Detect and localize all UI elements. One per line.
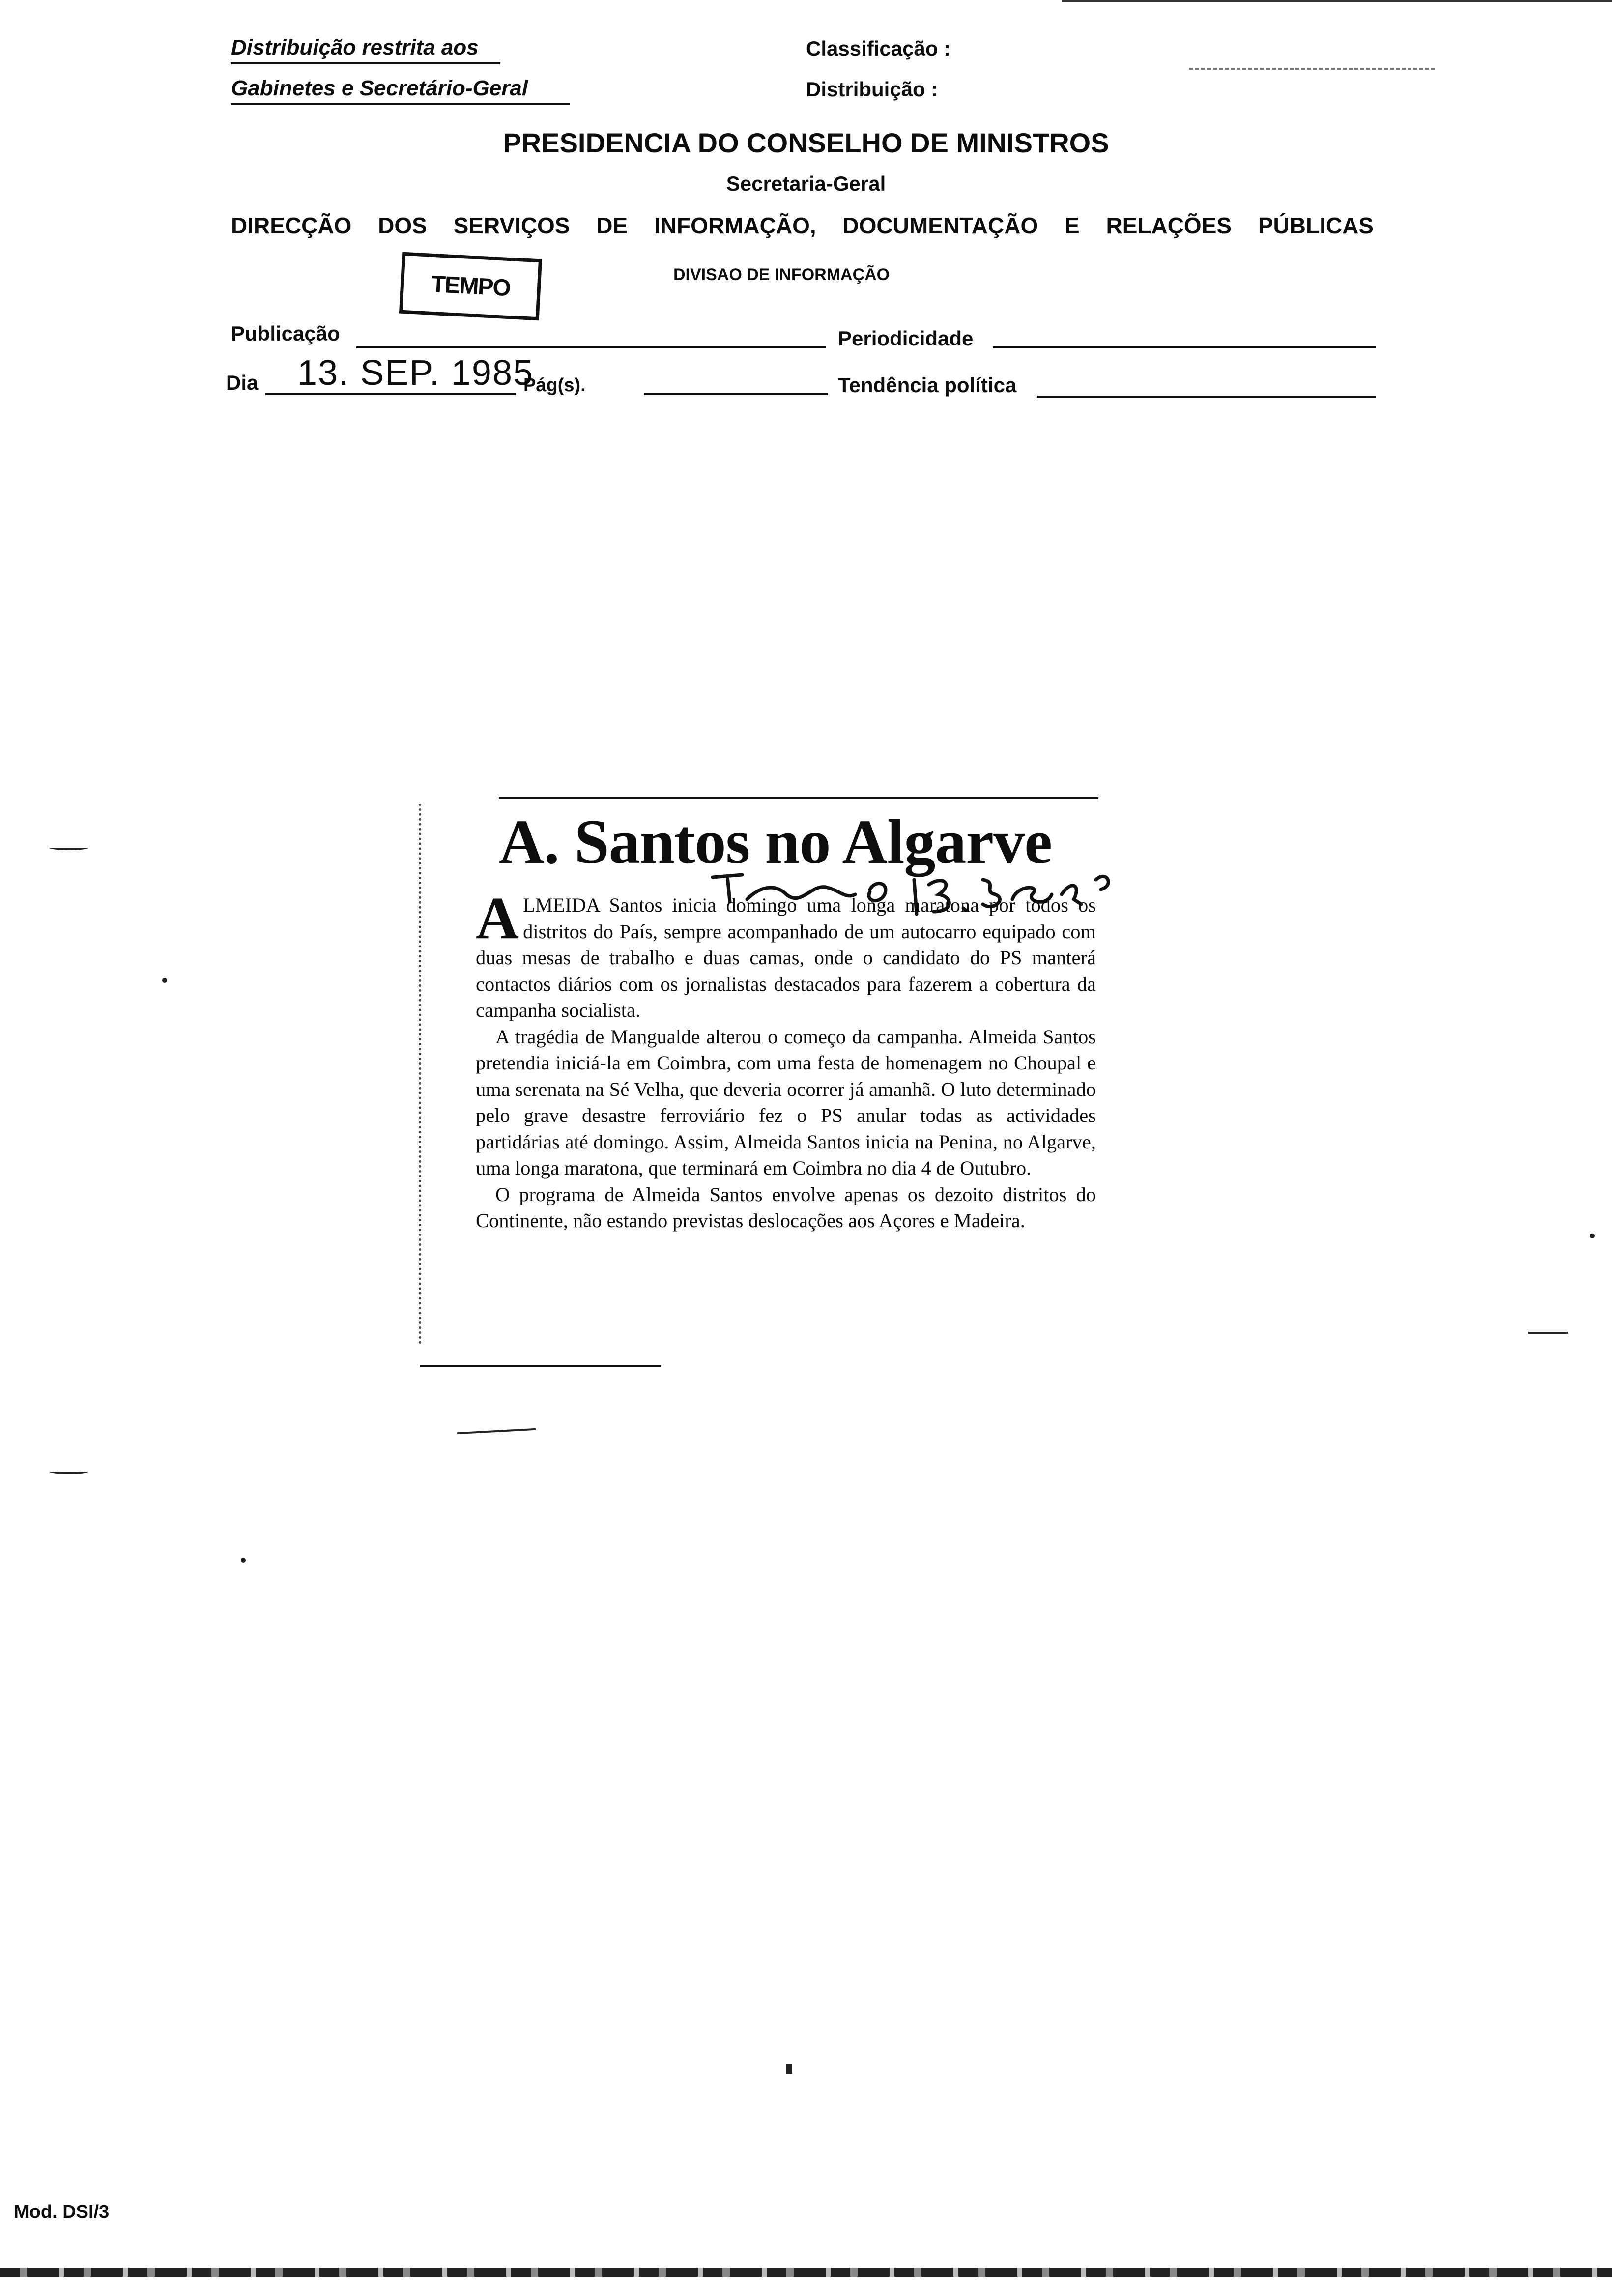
top-edge-line (1062, 0, 1612, 2)
article-title: A. Santos no Algarve (499, 807, 1052, 877)
article-paragraph-3: O programa de Almeida Santos envolve apenas os dezoito distritos do Continente, não estando previstas deslocações aos Açores e Madeira. (476, 1183, 1096, 1232)
article-top-rule (499, 797, 1098, 799)
institution-title: PRESIDENCIA DO CONSELHO DE MINISTROS (503, 127, 1109, 158)
article-bottom-rule (420, 1365, 661, 1367)
form-code: Mod. DSI/3 (14, 2202, 110, 2222)
distribution-underline-1 (231, 62, 500, 64)
stamp-text: TEMPO (430, 271, 511, 302)
secretariat-title: Secretaria-Geral (726, 172, 886, 195)
periodicidade-line (993, 346, 1376, 348)
bottom-scan-edge (0, 2268, 1612, 2277)
periodicidade-label: Periodicidade (838, 327, 974, 350)
dotted-line (1189, 68, 1435, 70)
article-paragraph-2: A tragédia de Mangualde alterou o começo da campanha. Almeida Santos pretendia iniciá-la em Coimbra, com uma festa de homenagem no Choupal e uma serenata na Sé Velha, que deveria ocorrer já amanhã. O luto determinado pelo grave desastre ferroviário fez o PS anular todas as actividades partidárias até domingo. Assim, Almeida Santos inicia na Penina, no Algarve, uma longa maratona, que terminará em Coimbra no dia 4 de Outubro. (476, 1025, 1096, 1179)
distribution-underline-2 (231, 103, 570, 105)
dia-line (265, 393, 516, 395)
division-title: DIVISAO DE INFORMAÇÃO (673, 265, 890, 284)
classificacao-label: Classificação : (806, 37, 951, 60)
distribution-line-1: Distribuição restrita aos (231, 35, 479, 59)
newspaper-stamp (399, 252, 542, 321)
dia-value: 13. SEP. 1985 (297, 353, 534, 393)
clipping-left-edge (419, 804, 424, 1344)
pags-label: Pág(s). (523, 375, 586, 396)
article-body (476, 885, 1096, 1234)
tendencia-label: Tendência política (838, 373, 1017, 397)
tendencia-line (1037, 396, 1376, 398)
pags-line (644, 393, 828, 395)
publicacao-line (356, 346, 826, 348)
distribuicao-label: Distribuição : (806, 78, 938, 101)
article-dropcap: A (476, 885, 519, 951)
dia-label: Dia (226, 371, 259, 394)
article-paragraph-1-text: LMEIDA Santos inicia domingo uma longa maratona por todos os distritos do País, sempre acompanhado de um autocarro equipado com duas mesas de trabalho e duas camas, onde o candidato do PS manterá contactos diários com os jornalistas destacados para fazerem a cobertura da campanha socialista. (476, 894, 1096, 1021)
publicacao-label: Publicação (231, 322, 340, 345)
distribution-line-2: Gabinetes e Secretário-Geral (231, 76, 528, 100)
article-paragraph-1 (476, 885, 1096, 1024)
direction-title: DIRECÇÃO DOS SERVIÇOS DE INFORMAÇÃO, DOCUMENTAÇÃO E RELAÇÕES PÚBLICAS (231, 213, 1374, 238)
